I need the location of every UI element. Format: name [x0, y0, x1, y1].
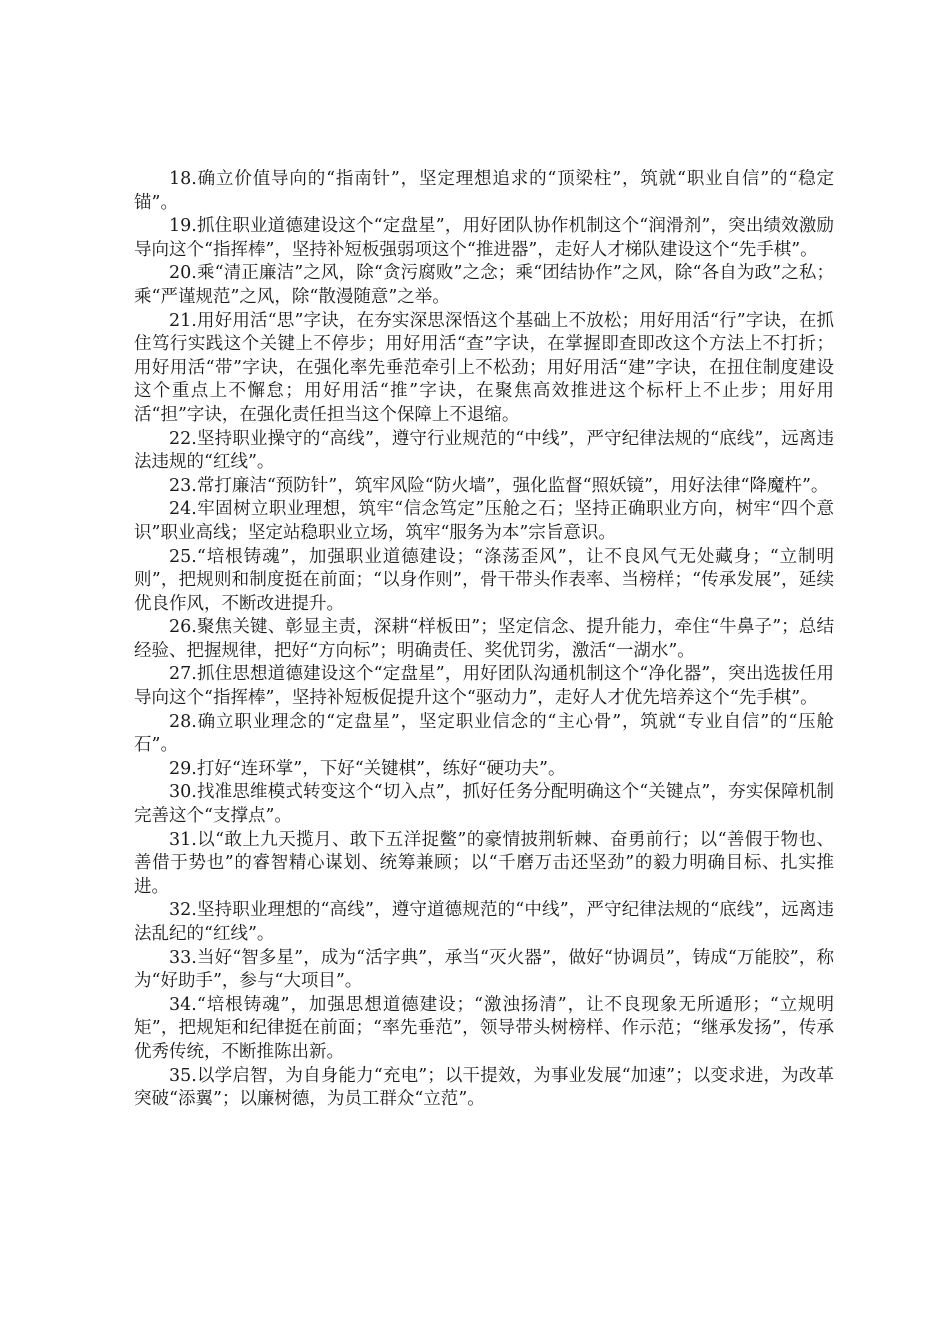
paragraph-20: 20.乘“清正廉洁”之风，除“贪污腐败”之念；乘“团结协作”之风，除“各自为政”之私；乘“严谨规范”之风，除“散漫随意”之举。	[134, 263, 834, 307]
paragraph-25: 25.“培根铸魂”，加强职业道德建设；“涤荡歪风”，让不良风气无处藏身；“立制明则”，把规则和制度挺在前面；“以身作则”，骨干带头作表率、当榜样；“传承发展”，延续优良作风，不断改进提升。	[134, 546, 834, 614]
paragraph-19: 19.抓住职业道德建设这个“定盘星”，用好团队协作机制这个“润滑剂”，突出绩效激励导向这个“指挥棒”，坚持补短板强弱项这个“推进器”，走好人才梯队建设这个“先手棋”。	[134, 216, 834, 260]
paragraph-35: 35.以学启智，为自身能力“充电”；以干提效，为事业发展“加速”；以变求进，为改革突破“添翼”；以廉树德，为员工群众“立范”。	[134, 1065, 834, 1110]
paragraph-23: 23.常打廉洁“预防针”，筑牢风险“防火墙”，强化监督“照妖镜”，用好法律“降魔杵”。	[169, 475, 829, 496]
paragraph-24: 24.牢固树立职业理想，筑牢“信念笃定”压舱之石；坚持正确职业方向，树牢“四个意识”职业高线；坚定站稳职业立场，筑牢“服务为本”宗旨意识。	[134, 499, 834, 543]
paragraph-30: 30.找准思维模式转变这个“切入点”，抓好任务分配明确这个“关键点”，夯实保障机制完善这个“支撑点”。	[134, 782, 834, 827]
paragraph-29: 29.打好“连环掌”，下好“关键棋”，练好“硬功夫”。	[169, 758, 566, 779]
paragraph-27: 27.抓住思想道德建设这个“定盘星”，用好团队沟通机制这个“净化器”，突出选拔任用导向这个“指挥棒”，坚持补短板促提升这个“驱动力”，走好人才优先培养这个“先手棋”。	[134, 664, 834, 709]
paragraph-18: 18.确立价值导向的“指南针”，坚定理想追求的“顶梁柱”，筑就“职业自信”的“稳定锚”。	[134, 169, 834, 213]
paragraph-22: 22.坚持职业操守的“高线”，遵守行业规范的“中线”，严守纪律法规的“底线”，远离违法违规的“红线”。	[134, 428, 834, 473]
paragraph-31: 31.以“敢上九天揽月、敢下五洋捉鳖”的豪情披荆斩棘、奋勇前行；以“善假于物也、善借于势也”的睿智精心谋划、统筹兼顾；以“千磨万击还坚劲”的毅力明确目标、扎实推进。	[134, 829, 834, 897]
paragraph-32: 32.坚持职业理想的“高线”，遵守道德规范的“中线”，严守纪律法规的“底线”，远离违法乱纪的“红线”。	[134, 900, 834, 944]
paragraph-34: 34.“培根铸魂”，加强思想道德建设；“激浊扬清”，让不良现象无所遁形；“立规明矩”，把规矩和纪律挺在前面；“率先垂范”，领导带头树榜样、作示范；“继承发扬”，传承优秀传统，不断推陈出新。	[134, 994, 834, 1062]
paragraph-26: 26.聚焦关键、彰显主责，深耕“样板田”；坚定信念、提升能力，牵住“牛鼻子”；总结经验、把握规律，把好“方向标”；明确责任、奖优罚劣，激活“一湖水”。	[134, 617, 834, 661]
document-body	[134, 168, 834, 1112]
paragraph-33: 33.当好“智多星”，成为“活字典”，承当“灭火器”，做好“协调员”，铸成“万能胶”，称为“好助手”，参与“大项目”。	[134, 947, 834, 992]
paragraph-21: 21.用好用活“思”字诀，在夯实深思深悟这个基础上不放松；用好用活“行”字诀，在抓住笃行实践这个关键上不停步；用好用活“查”字诀，在掌握即查即改这个方法上不打折；用好用活“带”字诀，在强化率先垂范牵引上不松劲；用好用活“建”字诀，在扭住制度建设这个重点上不懈怠；用好用活“推”字诀，在聚焦高效推进这个标杆上不止步；用好用活“担”字诀，在强化责任担当这个保障上不退缩。	[134, 310, 834, 425]
paragraph-28: 28.确立职业理念的“定盘星”，坚定职业信念的“主心骨”，筑就“专业自信”的“压舱石”。	[134, 711, 834, 756]
